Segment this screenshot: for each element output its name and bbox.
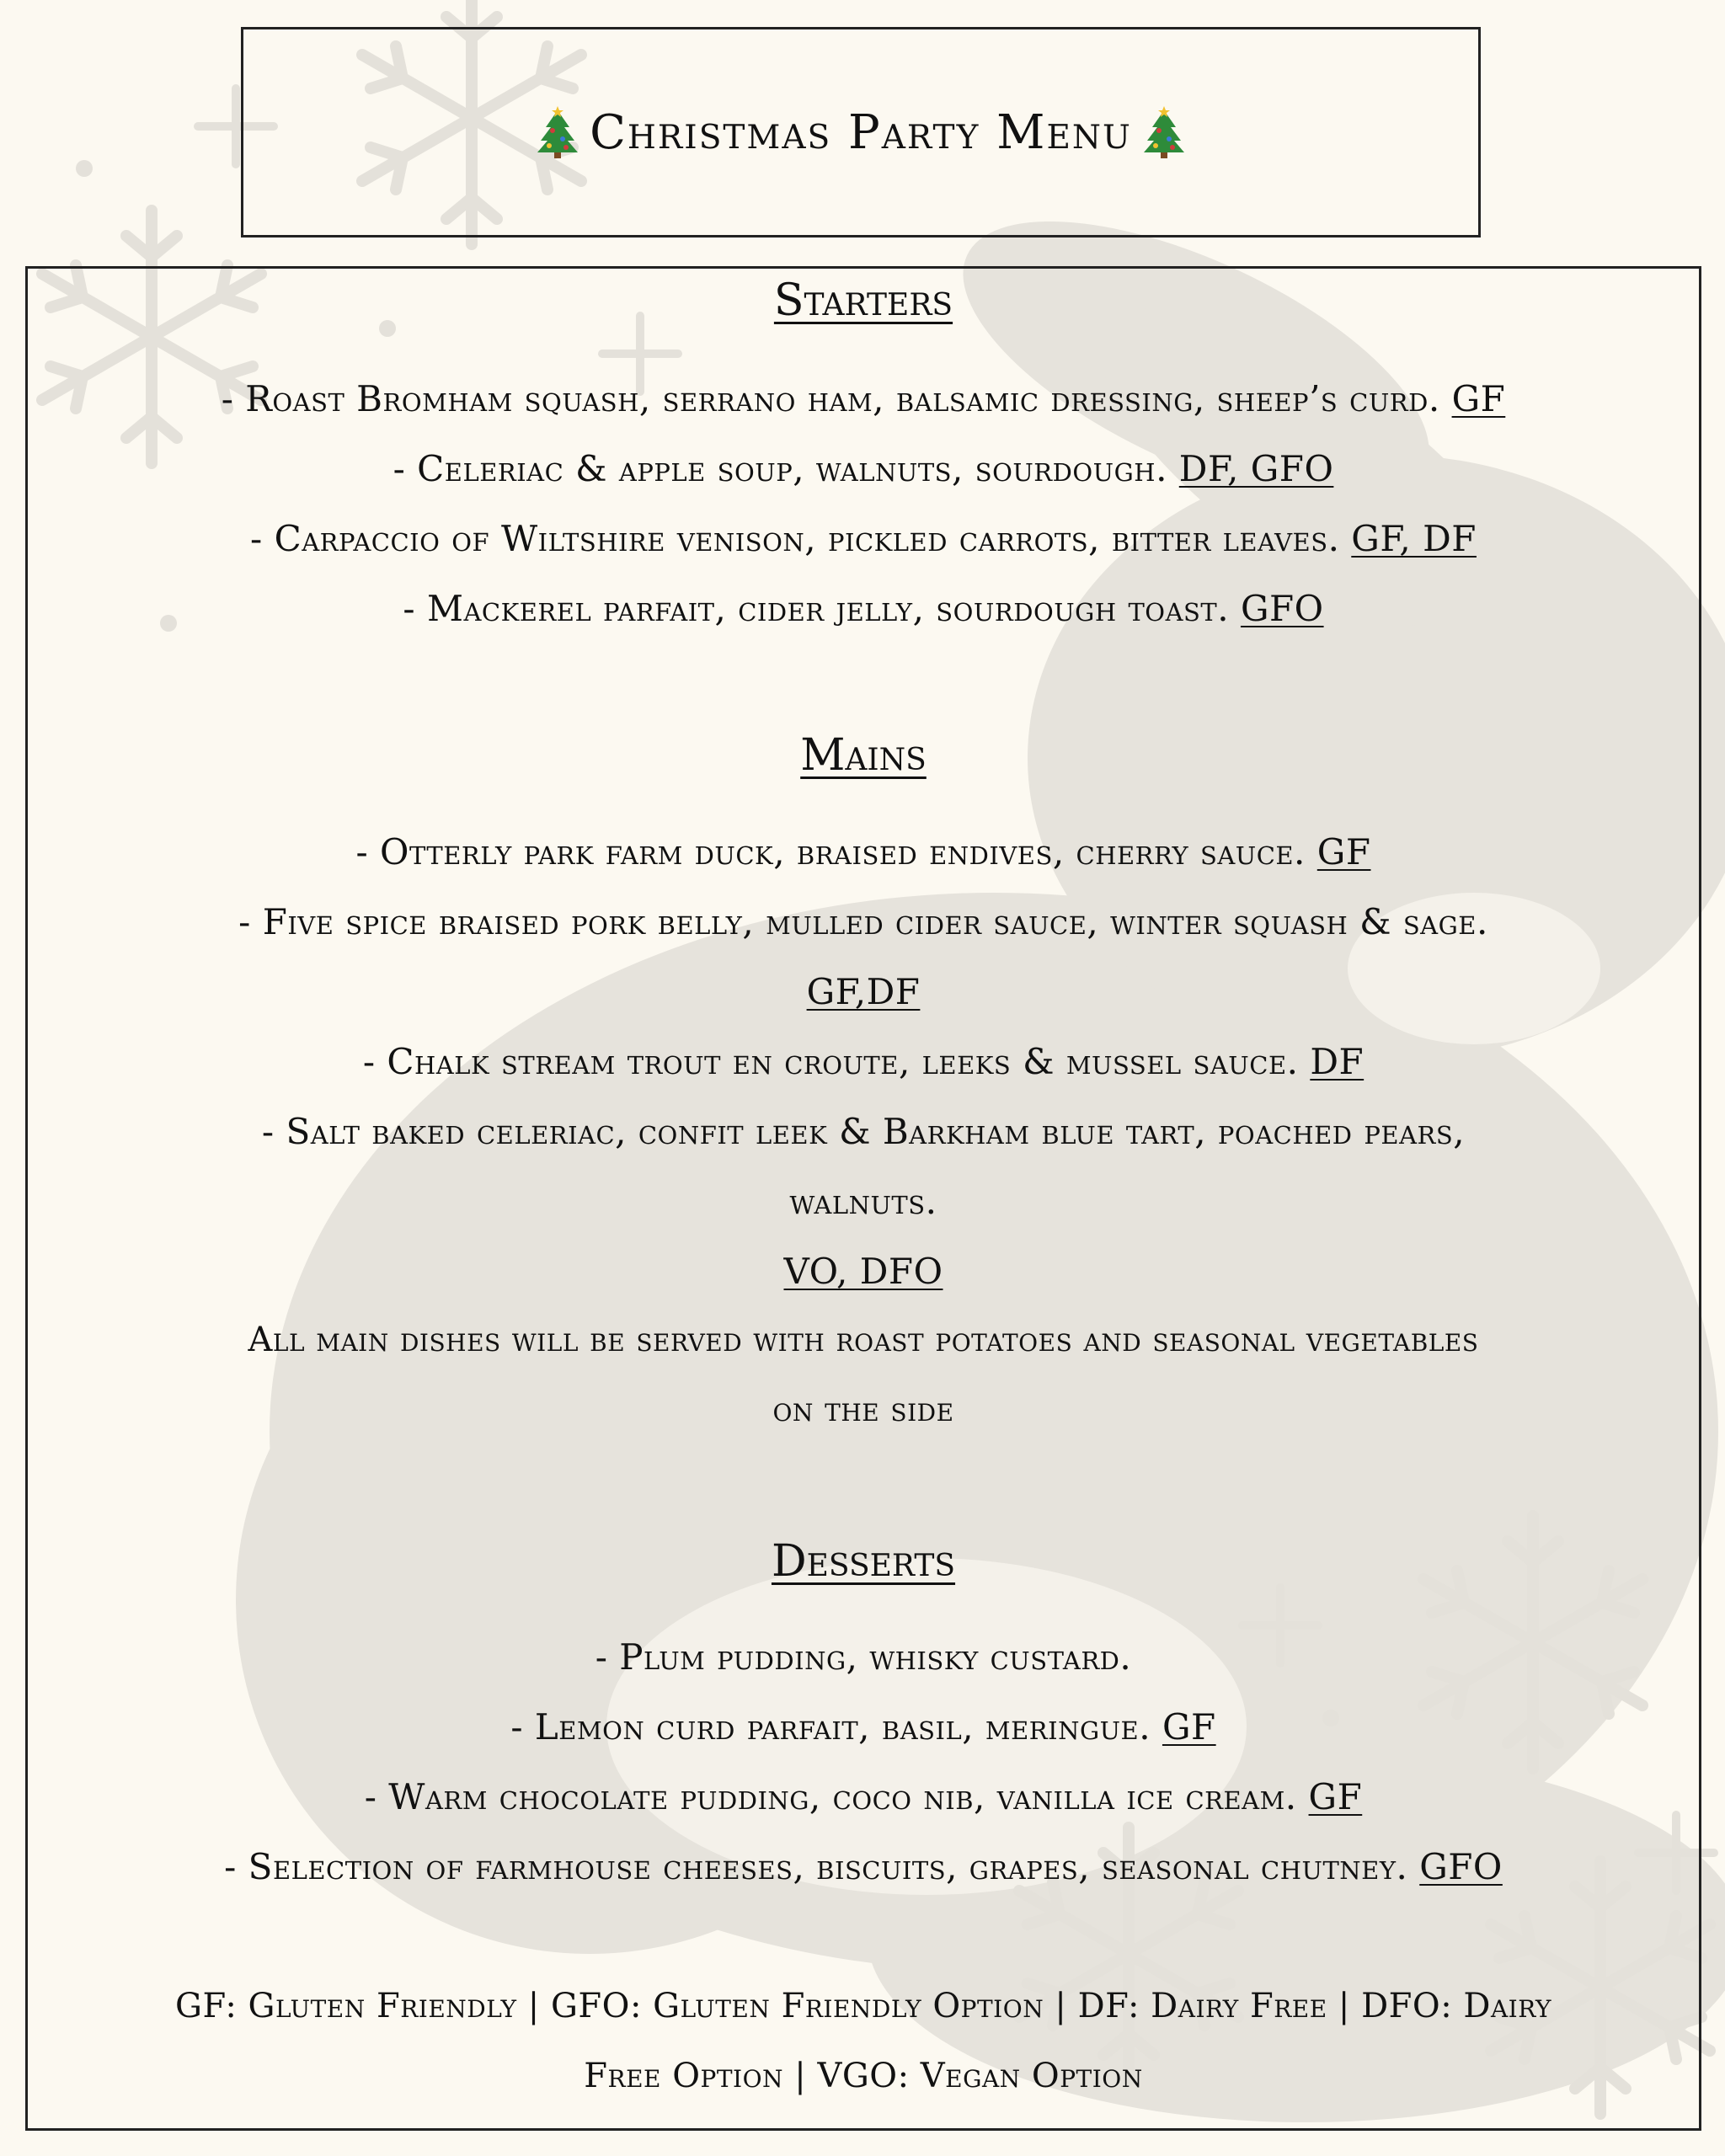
mains-note-line-1: All main dishes will be served with roast potatoes and seasonal vegetables (248, 1321, 1479, 1359)
dietary-legend-line-1: GF: Gluten Friendly | GFO: Gluten Friendly Option | DF: Dairy Free | DFO: Dairy (175, 1987, 1551, 2025)
dietary-tag: DF, GFO (1178, 448, 1334, 489)
menu-title-text: Christmas Party Menu (590, 104, 1132, 160)
starter-item-4 (28, 588, 1699, 629)
dietary-tag: GF,DF (806, 971, 921, 1012)
main-item-4-cont (28, 1181, 1699, 1222)
dish-text: - Selection of farmhouse cheeses, biscuits, grapes, seasonal chutney. (224, 1846, 1408, 1887)
christmas-tree-icon (1137, 105, 1191, 159)
dish-text: - Otterly park farm duck, braised endives, cherry sauce. (355, 831, 1306, 873)
dietary-legend-line-2: Free Option | VGO: Vegan Option (584, 2057, 1143, 2095)
menu-title (531, 105, 1191, 160)
dish-text: - Warm chocolate pudding, coco nib, vanilla ice cream. (364, 1776, 1297, 1817)
dietary-tag: GFO (1419, 1846, 1503, 1887)
dessert-item-3 (28, 1776, 1699, 1817)
menu-body (25, 266, 1701, 2131)
dish-text: walnuts. (789, 1181, 937, 1222)
dietary-tag: GF (1316, 831, 1371, 873)
christmas-tree-icon (531, 105, 585, 159)
dish-text: - Chalk stream trout en croute, leeks & mussel sauce. (362, 1041, 1299, 1082)
dessert-item-1 (28, 1636, 1699, 1678)
main-item-4-tags (28, 1251, 1699, 1292)
main-item-3 (28, 1041, 1699, 1082)
dessert-item-4 (28, 1846, 1699, 1887)
dish-text: - Plum pudding, whisky custard. (595, 1636, 1132, 1678)
starter-item-3 (28, 518, 1699, 559)
dietary-tag: GFO (1240, 588, 1324, 629)
main-item-1 (28, 831, 1699, 873)
title-box (241, 27, 1481, 237)
dietary-tag: GF (1308, 1776, 1363, 1817)
main-item-2 (28, 901, 1699, 942)
dish-text: - Roast Bromham squash, serrano ham, balsamic dressing, sheep’s curd. (221, 378, 1440, 419)
starter-item-2 (28, 448, 1699, 489)
starters-heading: Starters (773, 275, 953, 326)
dietary-tag: GF (1451, 378, 1506, 419)
dish-text: - Celeriac & apple soup, walnuts, sourdough. (393, 448, 1167, 489)
dish-text: - Salt baked celeriac, confit leek & Barkham blue tart, poached pears, (261, 1111, 1466, 1152)
dish-text: - Mackerel parfait, cider jelly, sourdough toast. (403, 588, 1230, 629)
main-item-2-tags (28, 971, 1699, 1012)
dietary-tag: DF (1310, 1041, 1365, 1082)
dish-text: - Five spice braised pork belly, mulled cider sauce, winter squash & sage. (238, 901, 1488, 942)
starter-item-1 (28, 378, 1699, 419)
mains-heading: Mains (800, 730, 927, 781)
dietary-tag: GF (1162, 1706, 1216, 1748)
main-item-4 (28, 1111, 1699, 1152)
desserts-heading: Desserts (771, 1536, 956, 1587)
dessert-item-2 (28, 1706, 1699, 1748)
mains-note-line-2: on the side (772, 1390, 954, 1429)
dietary-tag: GF, DF (1351, 518, 1477, 559)
dish-text: - Lemon curd parfait, basil, meringue. (510, 1706, 1151, 1748)
dish-text: - Carpaccio of Wiltshire venison, pickled carrots, bitter leaves. (250, 518, 1340, 559)
dietary-tag: VO, DFO (783, 1251, 943, 1292)
